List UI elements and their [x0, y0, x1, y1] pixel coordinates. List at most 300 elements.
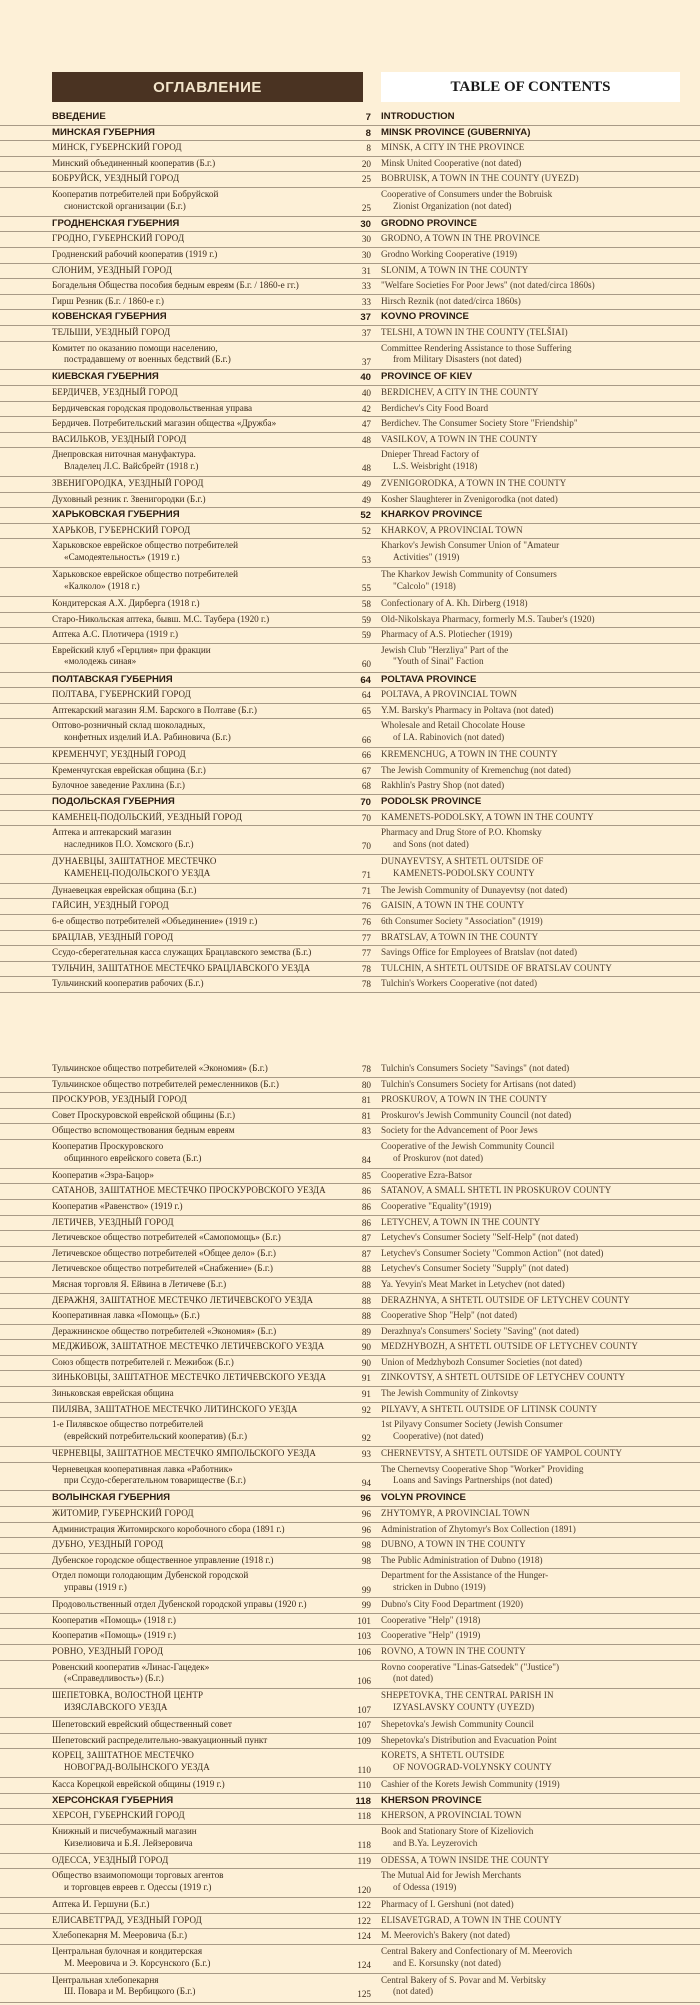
entry-title-en-line: The Jewish Community of Dunayevtsy (not dated) [381, 884, 568, 895]
entry-title-ru [52, 1278, 348, 1291]
entry-title-en [381, 855, 681, 879]
entry-title-ru [52, 477, 348, 490]
entry-title-ru-line: ПОЛТАВСКАЯ ГУБЕРНИЯ [52, 673, 173, 685]
entry-title-ru [52, 433, 348, 446]
entry-title-ru-line: Аптека А.С. Плотичера (1919 г.) [52, 629, 179, 640]
entry-title-en [381, 1216, 681, 1229]
page-number: 119 [357, 1855, 371, 1866]
toc-list-page-1 [0, 110, 700, 993]
page-number: 122 [357, 1900, 371, 1911]
entry-title-en-line: ZVENIGORODKA, A TOWN IN THE COUNTY [381, 478, 567, 489]
page-number: 124 [357, 1960, 371, 1971]
entry-title-ru-line: конфетных изделий И.А. Рабиновича (Б.г.) [64, 732, 231, 742]
entry-title-ru [52, 628, 348, 641]
toc-town-row [0, 264, 700, 280]
entry-title-ru-line: ЧЕРНЕВЦЫ, ЗАШТАТНОЕ МЕСТЕЧКО ЯМПОЛЬСКОГО УЕЗДА [52, 1448, 316, 1459]
entry-title-ru-line: Минский объединенный кооператив (Б.г.) [52, 157, 216, 168]
entry-title-en-line: DUBNO, A TOWN IN THE COUNTY [381, 1539, 526, 1550]
entry-title-en [381, 1809, 681, 1822]
page-number: 49 [361, 479, 371, 490]
entry-title-ru-line: Аптекарский магазин Я.М. Барского в Полтаве (Б.г.) [52, 704, 257, 715]
entry-title-en-line: GRODNO, A TOWN IN THE PROVINCE [381, 233, 541, 244]
entry-title-en [381, 1569, 681, 1593]
entry-title-en-line: Cooperative Shop "Help" (not dated) [381, 1310, 518, 1321]
entry-title-ru [52, 310, 348, 323]
page-number: 37 [360, 312, 371, 324]
page-number: 88 [361, 1311, 371, 1322]
entry-title-en [381, 433, 681, 446]
toc-entry-row [0, 1140, 700, 1169]
entry-title-ru [52, 644, 348, 668]
entry-title-en-line: MINSK, A CITY IN THE PROVINCE [381, 142, 525, 153]
entry-title-ru [52, 673, 348, 686]
entry-title-ru [52, 1169, 348, 1182]
entry-title-en [381, 188, 681, 212]
page-number: 33 [361, 296, 371, 307]
page-number: 106 [357, 1647, 371, 1657]
entry-title-ru-line: ПОДОЛЬСКАЯ ГУБЕРНИЯ [52, 795, 175, 807]
entry-title-ru-line: ХАРЬКОВСКАЯ ГУБЕРНИЯ [52, 509, 180, 521]
entry-title-en [381, 1278, 681, 1291]
entry-title-en-line: (not dated) [393, 1673, 434, 1684]
toc-town-row [0, 386, 700, 402]
entry-title-en-line: Savings Office for Employees of Bratslav (not dated) [381, 947, 578, 958]
entry-title-ru [52, 1778, 348, 1791]
entry-title-ru-line: Тульчинское общество потребителей «Экономия» (Б.г.) [52, 1063, 268, 1073]
entry-title-ru-line: Бердичевская городская продовольственная управа [52, 402, 253, 413]
entry-title-ru-line: общинного еврейского совета (Б.г.) [64, 1152, 202, 1163]
toc-town-row [0, 1403, 700, 1419]
entry-title-ru-line: Хлебопекарня М. Мееровича (Б.г.) [52, 1930, 188, 1941]
entry-title-en-line: 1st Pilyavy Consumer Society (Jewish Consumer [381, 1419, 563, 1430]
toc-section-row [0, 310, 700, 326]
entry-title-en-line: KAMENETS-PODOLSKY, A TOWN IN THE COUNTY [381, 811, 594, 822]
entry-title-en-line: Jewish Club "Herzliya" Part of the [381, 644, 509, 655]
page-number: 66 [361, 750, 371, 761]
entry-title-en-line: LETYCHEV, A TOWN IN THE COUNTY [381, 1216, 541, 1227]
entry-title-ru-line: КОРЕЦ, ЗАШТАТНОЕ МЕСТЕЧКО [52, 1750, 194, 1761]
page-number: 59 [361, 614, 371, 625]
entry-title-en-line: stricken in Dubno (1919) [393, 1582, 486, 1593]
entry-title-en [381, 644, 681, 668]
entry-title-en-line: SHEPETOVKA, THE CENTRAL PARISH IN [381, 1690, 554, 1701]
toc-town-row [0, 1371, 700, 1387]
entry-title-en [381, 1794, 681, 1807]
entry-title-ru-line: САТАНОВ, ЗАШТАТНОЕ МЕСТЕЧКО ПРОСКУРОВСКОГО УЕЗДА [52, 1185, 326, 1196]
page-number: 37 [361, 356, 371, 367]
toc-entry-row [0, 1554, 700, 1570]
entry-title-ru-line: Касса Корецкой еврейской общины (1919 г.) [52, 1779, 225, 1790]
entry-title-en [381, 704, 681, 717]
page-number: 110 [357, 1780, 371, 1791]
entry-title-en-line: Central Bakery of S. Povar and M. Verbitsky [381, 1974, 546, 1985]
entry-title-ru [52, 326, 348, 339]
entry-title-ru-line: Центральная булочная и кондитерская [52, 1945, 203, 1956]
page-number: 25 [361, 203, 371, 214]
entry-title-ru-line: Летичевское общество потребителей «Общее дело» (Б.г.) [52, 1247, 276, 1258]
entry-title-en [381, 1689, 681, 1713]
page-number: 96 [360, 1493, 371, 1505]
entry-title-en [381, 764, 681, 777]
page-number: 47 [361, 419, 371, 430]
toc-entry-row [0, 915, 700, 931]
entry-title-en [381, 1749, 681, 1773]
entry-title-en-line: SATANOV, A SMALL SHTETL IN PROSKUROV COUNTY [381, 1185, 612, 1196]
entry-title-ru [52, 1078, 348, 1091]
page-number: 118 [355, 1795, 371, 1807]
toc-entry-row [0, 248, 700, 264]
entry-title-ru-line: Общество вспомоществования бедным евреям [52, 1125, 235, 1136]
toc-entry-row [0, 628, 700, 644]
page-number: 55 [361, 583, 371, 594]
entry-title-ru-line: Кооператив «Помощь» (1919 г.) [52, 1630, 176, 1641]
entry-title-en-line: KHARKOV, A PROVINCIAL TOWN [381, 524, 523, 535]
entry-title-en-line: Proskurov's Jewish Community Council (not dated) [381, 1109, 572, 1120]
page-number: 67 [361, 765, 371, 776]
entry-title-ru-line: ГРОДНЕНСКАЯ ГУБЕРНИЯ [52, 217, 180, 229]
entry-title-ru-line: ВВЕДЕНИЕ [52, 111, 106, 122]
entry-title-en [381, 524, 681, 537]
entry-title-ru-line: КАМЕНЕЦ-ПОДОЛЬСКОГО УЕЗДА [64, 867, 211, 878]
page-number: 59 [361, 630, 371, 641]
page-number: 81 [361, 1095, 371, 1106]
entry-title-ru-line: ЗИНЬКОВЦЫ, ЗАШТАТНОЕ МЕСТЕЧКО ЛЕТИЧЕВСКОГО УЕЗДА [52, 1372, 327, 1383]
entry-title-ru-line: Тульчинское общество потребителей ремесленников (Б.г.) [52, 1078, 279, 1089]
entry-title-ru-line: Администрация Житомирского коробочного сбора (1891 г.) [52, 1523, 285, 1534]
entry-title-en-line: Cooperative Ezra-Batsor [381, 1169, 473, 1180]
toc-entry-row [0, 1661, 700, 1690]
entry-title-en [381, 1078, 681, 1091]
page-number: 109 [357, 1735, 371, 1746]
entry-title-ru-line: Союз обществ потребителей г. Межибож (Б.г.) [52, 1356, 234, 1367]
entry-title-ru [52, 1523, 348, 1536]
entry-title-ru [52, 931, 348, 944]
entry-title-ru-line: ГАЙСИН, УЕЗДНЫЙ ГОРОД [52, 900, 169, 911]
entry-title-en [381, 977, 681, 990]
entry-title-ru-line: ТУЛЬЧИН, ЗАШТАТНОЕ МЕСТЕЧКО БРАЦЛАВСКОГО УЕЗДА [52, 962, 311, 973]
toc-town-row [0, 811, 700, 827]
entry-title-ru [52, 1371, 348, 1384]
toc-entry-row [0, 539, 700, 568]
entry-title-en [381, 1124, 681, 1137]
toc-list-page-2 [0, 1062, 700, 2003]
toc-page-2 [0, 1062, 700, 2003]
entry-title-ru-line: ЕЛИСАВЕТГРАД, УЕЗДНЫЙ ГОРОД [52, 1914, 202, 1925]
entry-title-ru-line: «молодежь синая» [64, 656, 137, 667]
entry-title-ru [52, 1403, 348, 1416]
entry-title-en [381, 719, 681, 743]
entry-title-ru-line: Харьковское еврейское общество потребителей [52, 569, 239, 580]
entry-title-ru-line: Бердичев. Потребительский магазин общества «Дружба» [52, 418, 277, 429]
entry-title-ru [52, 1340, 348, 1353]
toc-entry-row [0, 613, 700, 629]
entry-title-ru [52, 1974, 348, 1998]
page-number: 122 [357, 1915, 371, 1926]
entry-title-ru-line: Кооперативная лавка «Помощь» (Б.г.) [52, 1310, 200, 1321]
entry-title-en-line: Grodno Working Cooperative (1919) [381, 248, 518, 259]
entry-title-en [381, 1371, 681, 1384]
entry-title-ru [52, 1869, 348, 1893]
page-number: 71 [361, 885, 371, 896]
entry-title-ru [52, 1216, 348, 1229]
entry-title-en [381, 1169, 681, 1182]
entry-title-en-line: "Calcolo" (1918) [393, 580, 456, 591]
entry-title-en [381, 477, 681, 490]
entry-title-ru [52, 1689, 348, 1713]
entry-title-ru [52, 493, 348, 506]
entry-title-en-line: KOVNO PROVINCE [381, 311, 469, 323]
entry-title-ru [52, 1598, 348, 1611]
page-number: 124 [357, 1931, 371, 1942]
entry-title-ru-line: Старо-Никольская аптека, бывш. М.С. Таубера (1920 г.) [52, 613, 270, 624]
toc-entry-row [0, 1523, 700, 1539]
entry-title-ru-line: КРЕМЕНЧУГ, УЕЗДНЫЙ ГОРОД [52, 749, 186, 760]
page-number: 87 [361, 1248, 371, 1259]
entry-title-ru [52, 126, 348, 139]
toc-entry-row [0, 597, 700, 613]
entry-title-ru [52, 232, 348, 245]
entry-title-ru-line: Еврейский клуб «Герцлия» при фракции [52, 644, 211, 655]
page-number: 96 [361, 1524, 371, 1535]
entry-title-en [381, 232, 681, 245]
page-number: 86 [361, 1201, 371, 1212]
toc-town-row [0, 1507, 700, 1523]
entry-title-en [381, 1140, 681, 1164]
entry-title-en [381, 1093, 681, 1106]
entry-title-ru-line: КИЕВСКАЯ ГУБЕРНИЯ [52, 371, 159, 383]
toc-entry-row [0, 1325, 700, 1341]
entry-title-en [381, 1598, 681, 1611]
entry-title-en [381, 126, 681, 139]
entry-title-ru-line: (еврейский потребительский кооператив) (Б.г.) [64, 1430, 248, 1441]
entry-title-en-line: PROVINCE OF KIEV [381, 371, 473, 383]
entry-title-en-line: The Jewish Community of Kremenchug (not dated) [381, 764, 571, 775]
entry-title-ru-line: ВОЛЫНСКАЯ ГУБЕРНИЯ [52, 1492, 171, 1504]
entry-title-en [381, 1523, 681, 1536]
entry-title-ru [52, 1825, 348, 1849]
entry-title-en-line: Wholesale and Retail Chocolate House [381, 720, 525, 731]
entry-title-en-line: Ya. Yevyin's Meat Market in Letychev (not dated) [381, 1278, 565, 1289]
toc-section-row [0, 795, 700, 811]
entry-title-en-line: of I.A. Rabinovich (not dated) [393, 732, 505, 742]
entry-title-ru-line: Булочное заведение Рахлина (Б.г.) [52, 780, 185, 791]
entry-title-en [381, 326, 681, 339]
entry-title-ru [52, 172, 348, 185]
entry-title-en-line: PILYAVY, A SHTETL OUTSIDE OF LITINSK COUNTY [381, 1403, 598, 1414]
entry-title-en [381, 1778, 681, 1791]
entry-title-ru-line: ЗВЕНИГОРОДКА, УЕЗДНЫЙ ГОРОД [52, 478, 204, 489]
entry-title-ru [52, 1184, 348, 1197]
entry-title-en-line: Letychev's Consumer Society "Common Action" (not dated) [381, 1247, 604, 1258]
page-number: 94 [361, 1477, 371, 1488]
entry-title-ru-line: ХЕРСОН, ГУБЕРНСКИЙ ГОРОД [52, 1810, 185, 1821]
toc-entry-row [0, 1825, 700, 1854]
toc-entry-row [0, 1418, 700, 1447]
entry-title-en [381, 1309, 681, 1322]
page-number: 76 [361, 916, 371, 927]
entry-title-ru-line: Аптека и аптекарский магазин [52, 827, 172, 838]
entry-title-en [381, 1645, 681, 1658]
toc-town-row [0, 1216, 700, 1232]
toc-entry-row [0, 448, 700, 477]
entry-title-ru-line: Кооператив Проскуровского [52, 1140, 164, 1151]
entry-title-ru-line: Ш. Повара и М. Вербицкого (Б.г.) [64, 1986, 196, 1997]
entry-title-en-line: Tulchin's Workers Cooperative (not dated) [381, 978, 538, 989]
entry-title-en [381, 508, 681, 521]
entry-title-ru-line: ШЕПЕТОВКА, ВОЛОСТНОЙ ЦЕНТР [52, 1690, 204, 1701]
entry-title-ru-line: БРАЦЛАВ, УЕЗДНЫЙ ГОРОД [52, 931, 174, 942]
page-number: 106 [357, 1675, 371, 1686]
page-number: 64 [361, 690, 371, 701]
entry-title-ru-line: Продовольственный отдел Дубенской городской управы (1920 г.) [52, 1599, 307, 1610]
toc-section-row [0, 1794, 700, 1810]
entry-title-en-line: Letychev's Consumer Society "Self-Help" (not dated) [381, 1232, 579, 1243]
entry-title-ru-line: Кооператив «Равенство» (1919 г.) [52, 1200, 183, 1211]
toc-section-row [0, 110, 700, 126]
toc-entry-row [0, 279, 700, 295]
page-number: 110 [357, 1764, 371, 1775]
entry-title-en [381, 673, 681, 686]
toc-town-row [0, 1914, 700, 1930]
entry-title-en-line: Berdichev. The Consumer Society Store "Friendship" [381, 418, 578, 429]
entry-title-en [381, 110, 681, 123]
entry-title-ru [52, 1749, 348, 1773]
entry-title-en-line: "Youth of Sinai" Faction [393, 656, 484, 667]
entry-title-en [381, 448, 681, 472]
entry-title-ru [52, 1718, 348, 1731]
entry-title-ru-line: Кооператив «Помощь» (1918 г.) [52, 1614, 176, 1625]
entry-title-ru-line: ПРОСКУРОВ, УЕЗДНЫЙ ГОРОД [52, 1094, 187, 1105]
entry-title-en [381, 1231, 681, 1244]
toc-entry-row [0, 1869, 700, 1898]
entry-title-en-line: 6th Consumer Society "Association" (1919) [381, 915, 543, 926]
toc-title-ru: ОГЛАВЛЕНИЕ [52, 72, 363, 102]
entry-title-en-line: Dubno's City Food Department (1920) [381, 1599, 524, 1610]
entry-title-en-line: Tulchin's Consumers Society for Artisans (not dated) [381, 1078, 576, 1089]
entry-title-en [381, 1109, 681, 1122]
entry-title-ru [52, 884, 348, 897]
entry-title-en-line: Pharmacy and Drug Store of P.O. Khomsky [381, 827, 542, 838]
entry-title-ru [52, 1945, 348, 1969]
page-number: 125 [357, 1988, 371, 1999]
entry-title-en [381, 1945, 681, 1969]
entry-title-ru-line: ПИЛЯВА, ЗАШТАТНОЕ МЕСТЕЧКО ЛИТИНСКОГО УЕЗДА [52, 1403, 298, 1414]
entry-title-en [381, 1661, 681, 1685]
entry-title-ru [52, 1569, 348, 1593]
entry-title-en [381, 1538, 681, 1551]
entry-title-en [381, 1294, 681, 1307]
entry-title-en-line: Hirsch Reznik (not dated/circa 1860s) [381, 295, 521, 306]
entry-title-ru-line: 6-е общество потребителей «Объединение» (1919 г.) [52, 915, 258, 926]
toc-section-row [0, 126, 700, 142]
page-number: 8 [365, 127, 371, 139]
toc-entry-row [0, 1718, 700, 1734]
entry-title-ru [52, 1614, 348, 1627]
entry-title-en [381, 1869, 681, 1893]
entry-title-en-line: of Odessa (1919) [393, 1881, 457, 1892]
entry-title-en [381, 402, 681, 415]
toc-title-en: TABLE OF CONTENTS [381, 72, 680, 102]
entry-title-ru [52, 1554, 348, 1567]
entry-title-en-line: "Welfare Societies For Poor Jews" (not dated/circa 1860s) [381, 280, 595, 291]
entry-title-ru [52, 1093, 348, 1106]
page-number: 89 [361, 1326, 371, 1337]
page-number: 90 [361, 1357, 371, 1368]
page-number: 84 [361, 1155, 371, 1166]
entry-title-ru-line: Черневецкая кооперативная лавка «Работник» [52, 1463, 233, 1474]
toc-town-row [0, 1538, 700, 1554]
page-number: 83 [361, 1126, 371, 1137]
entry-title-ru-line: Гродненский рабочий кооператив (1919 г.) [52, 248, 218, 259]
entry-title-ru-line: Кооператив «Эзра-Бацор» [52, 1169, 154, 1180]
entry-title-en-line: POLTAVA PROVINCE [381, 673, 477, 685]
entry-title-en-line: ODESSA, A TOWN INSIDE THE COUNTY [381, 1854, 550, 1865]
entry-title-ru [52, 704, 348, 717]
toc-town-row [0, 688, 700, 704]
toc-entry-row [0, 779, 700, 795]
page-number: 40 [361, 387, 371, 398]
entry-title-ru [52, 568, 348, 592]
entry-title-en-line: OF NOVOGRAD-VOLYNSKY COUNTY [393, 1761, 552, 1772]
entry-title-en-line: GRODNO PROVINCE [381, 217, 477, 229]
page-number: 60 [361, 659, 371, 670]
entry-title-en-line: KHARKOV PROVINCE [381, 509, 483, 521]
entry-title-en-line: ELISAVETGRAD, A TOWN IN THE COUNTY [381, 1914, 562, 1925]
toc-entry-row [0, 342, 700, 371]
toc-entry-row [0, 1387, 700, 1403]
entry-title-ru-line: Комитет по оказанию помощи населению, [52, 342, 218, 353]
entry-title-en [381, 1340, 681, 1353]
entry-title-ru [52, 264, 348, 277]
toc-town-row [0, 172, 700, 188]
entry-title-ru-line: ПОЛТАВА, ГУБЕРНСКИЙ ГОРОД [52, 689, 191, 700]
entry-title-en-line: GAISIN, A TOWN IN THE COUNTY [381, 900, 525, 911]
entry-title-en-line: Union of Medzhybozh Consumer Societies (not dated) [381, 1356, 583, 1367]
entry-title-en [381, 1718, 681, 1731]
page-number: 99 [361, 1584, 371, 1595]
entry-title-en-line: The Chernevtsy Cooperative Shop "Worker" Providing [381, 1463, 584, 1474]
entry-title-en-line: ZINKOVTSY, A SHTETL OUTSIDE OF LETYCHEV COUNTY [381, 1372, 626, 1383]
entry-title-en [381, 568, 681, 592]
entry-title-ru [52, 141, 348, 154]
page-number: 52 [361, 525, 371, 536]
toc-town-row [0, 1340, 700, 1356]
entry-title-ru [52, 1854, 348, 1867]
toc-entry-row [0, 493, 700, 509]
page-number: 70 [360, 796, 371, 808]
entry-title-ru [52, 248, 348, 261]
entry-title-en-line: Letychev's Consumer Society "Supply" (not dated) [381, 1263, 569, 1274]
entry-title-en [381, 1974, 681, 1998]
page-number: 30 [360, 218, 371, 230]
entry-title-ru-line: («Справедливость») (Б.г.) [64, 1673, 164, 1684]
entry-title-ru-line: ДУБНО, УЕЗДНЫЙ ГОРОД [52, 1539, 164, 1550]
page-number: 78 [361, 963, 371, 974]
toc-page-1 [0, 72, 700, 993]
toc-entry-row [0, 1598, 700, 1614]
toc-town-row [0, 1645, 700, 1661]
toc-entry-row [0, 1247, 700, 1263]
entry-title-en [381, 1914, 681, 1927]
entry-title-ru [52, 539, 348, 563]
entry-title-ru [52, 524, 348, 537]
entry-title-ru-line: ИЗЯСЛАВСКОГО УЕЗДА [64, 1701, 168, 1712]
entry-title-en-line: Society for the Advancement of Poor Jews [381, 1125, 538, 1136]
entry-title-ru-line: ДЕРАЖНЯ, ЗАШТАТНОЕ МЕСТЕЧКО ЛЕТИЧЕВСКОГО УЕЗДА [52, 1294, 314, 1305]
page-number: 52 [360, 510, 371, 522]
page-number: 101 [357, 1615, 371, 1626]
entry-title-ru-line: Дунаевецкая еврейская община (Б.г.) [52, 884, 197, 895]
